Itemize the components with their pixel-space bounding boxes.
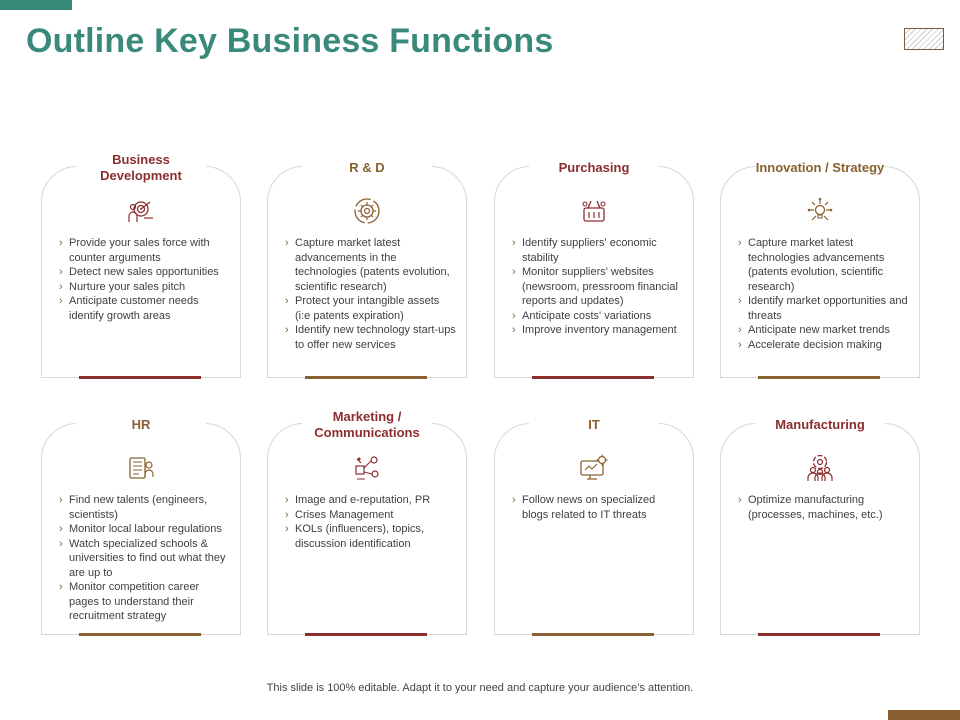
card-bullet-list (285, 493, 457, 551)
list-item: › Nurture your sales pitch (59, 280, 231, 295)
card-title: R & D (302, 148, 432, 188)
list-item: › Identify suppliers' economic stability (512, 236, 684, 265)
bottom-accent-bar (888, 710, 960, 720)
list-item: › Protect your intangible assets (i:e patents expiration) (285, 294, 457, 323)
card-bullet-list (738, 236, 910, 352)
card-purchasing (494, 160, 694, 378)
target-person-icon (126, 196, 156, 226)
card-hr (41, 417, 241, 635)
list-item: › Find new talents (engineers, scientists) (59, 493, 231, 522)
card-title: Purchasing (529, 148, 659, 188)
card-accent-line (758, 633, 880, 636)
card-accent-line (305, 633, 427, 636)
card-title: Marketing / Communications (302, 405, 432, 445)
card-bullet-list (59, 493, 231, 624)
marketing-network-icon (352, 453, 382, 483)
computer-gear-icon (579, 453, 609, 483)
list-item: › Identify new technology start-ups to offer new services (285, 323, 457, 352)
card-business-development (41, 152, 241, 378)
shopping-basket-icon (579, 196, 609, 226)
list-item: › Monitor local labour regulations (59, 522, 231, 537)
list-item: › Watch specialized schools & universities to find out what they are up to (59, 537, 231, 581)
list-item: › Identify market opportunities and threats (738, 294, 910, 323)
list-item: › Monitor suppliers' websites (newsroom, pressroom financial reports and updates) (512, 265, 684, 309)
list-item: › Detect new sales opportunities (59, 265, 231, 280)
list-item: › Image and e-reputation, PR (285, 493, 457, 508)
card-accent-line (532, 633, 654, 636)
card-title: Business Development (76, 148, 206, 188)
card-innovation-strategy (720, 160, 920, 378)
list-item: › Crises Management (285, 508, 457, 523)
card-bullet-list (738, 493, 910, 522)
card-accent-line (758, 376, 880, 379)
card-accent-line (79, 633, 201, 636)
list-item: › Anticipate new market trends (738, 323, 910, 338)
list-item: › Monitor competition career pages to understand their recruitment strategy (59, 580, 231, 624)
corner-decoration (904, 28, 944, 50)
list-item: › Anticipate customer needs identify growth areas (59, 294, 231, 323)
list-item: › Improve inventory management (512, 323, 684, 338)
card-title: HR (76, 405, 206, 445)
list-item: › KOLs (influencers), topics, discussion identification (285, 522, 457, 551)
gear-cycle-icon (352, 196, 382, 226)
page-title: Outline Key Business Functions (26, 22, 554, 60)
card-title: Manufacturing (755, 405, 885, 445)
list-item: › Optimize manufacturing (processes, machines, etc.) (738, 493, 910, 522)
card-accent-line (305, 376, 427, 379)
list-item: › Provide your sales force with counter arguments (59, 236, 231, 265)
card-bullet-list (512, 236, 684, 338)
list-item: › Follow news on specialized blogs related to IT threats (512, 493, 684, 522)
card-bullet-list (512, 493, 684, 522)
card-marketing-communications (267, 409, 467, 635)
card-it (494, 417, 694, 635)
top-accent-bar (0, 0, 72, 10)
list-item: › Accelerate decision making (738, 338, 910, 353)
list-item: › Anticipate costs' variations (512, 309, 684, 324)
card-bullet-list (59, 236, 231, 323)
idea-network-icon (805, 196, 835, 226)
list-item: › Capture market latest technologies advancements (patents evolution, scientific research) (738, 236, 910, 294)
card-bullet-list (285, 236, 457, 352)
resume-document-icon (126, 453, 156, 483)
list-item: › Capture market latest advancements in the technologies (patents evolution, scientific research) (285, 236, 457, 294)
team-gear-icon (805, 453, 835, 483)
card-accent-line (79, 376, 201, 379)
card-r-and-d (267, 160, 467, 378)
card-title: IT (529, 405, 659, 445)
card-accent-line (532, 376, 654, 379)
card-title: Innovation / Strategy (755, 148, 885, 188)
card-manufacturing (720, 417, 920, 635)
footer-note: This slide is 100% editable. Adapt it to your need and capture your audience’s attention. (266, 682, 694, 694)
